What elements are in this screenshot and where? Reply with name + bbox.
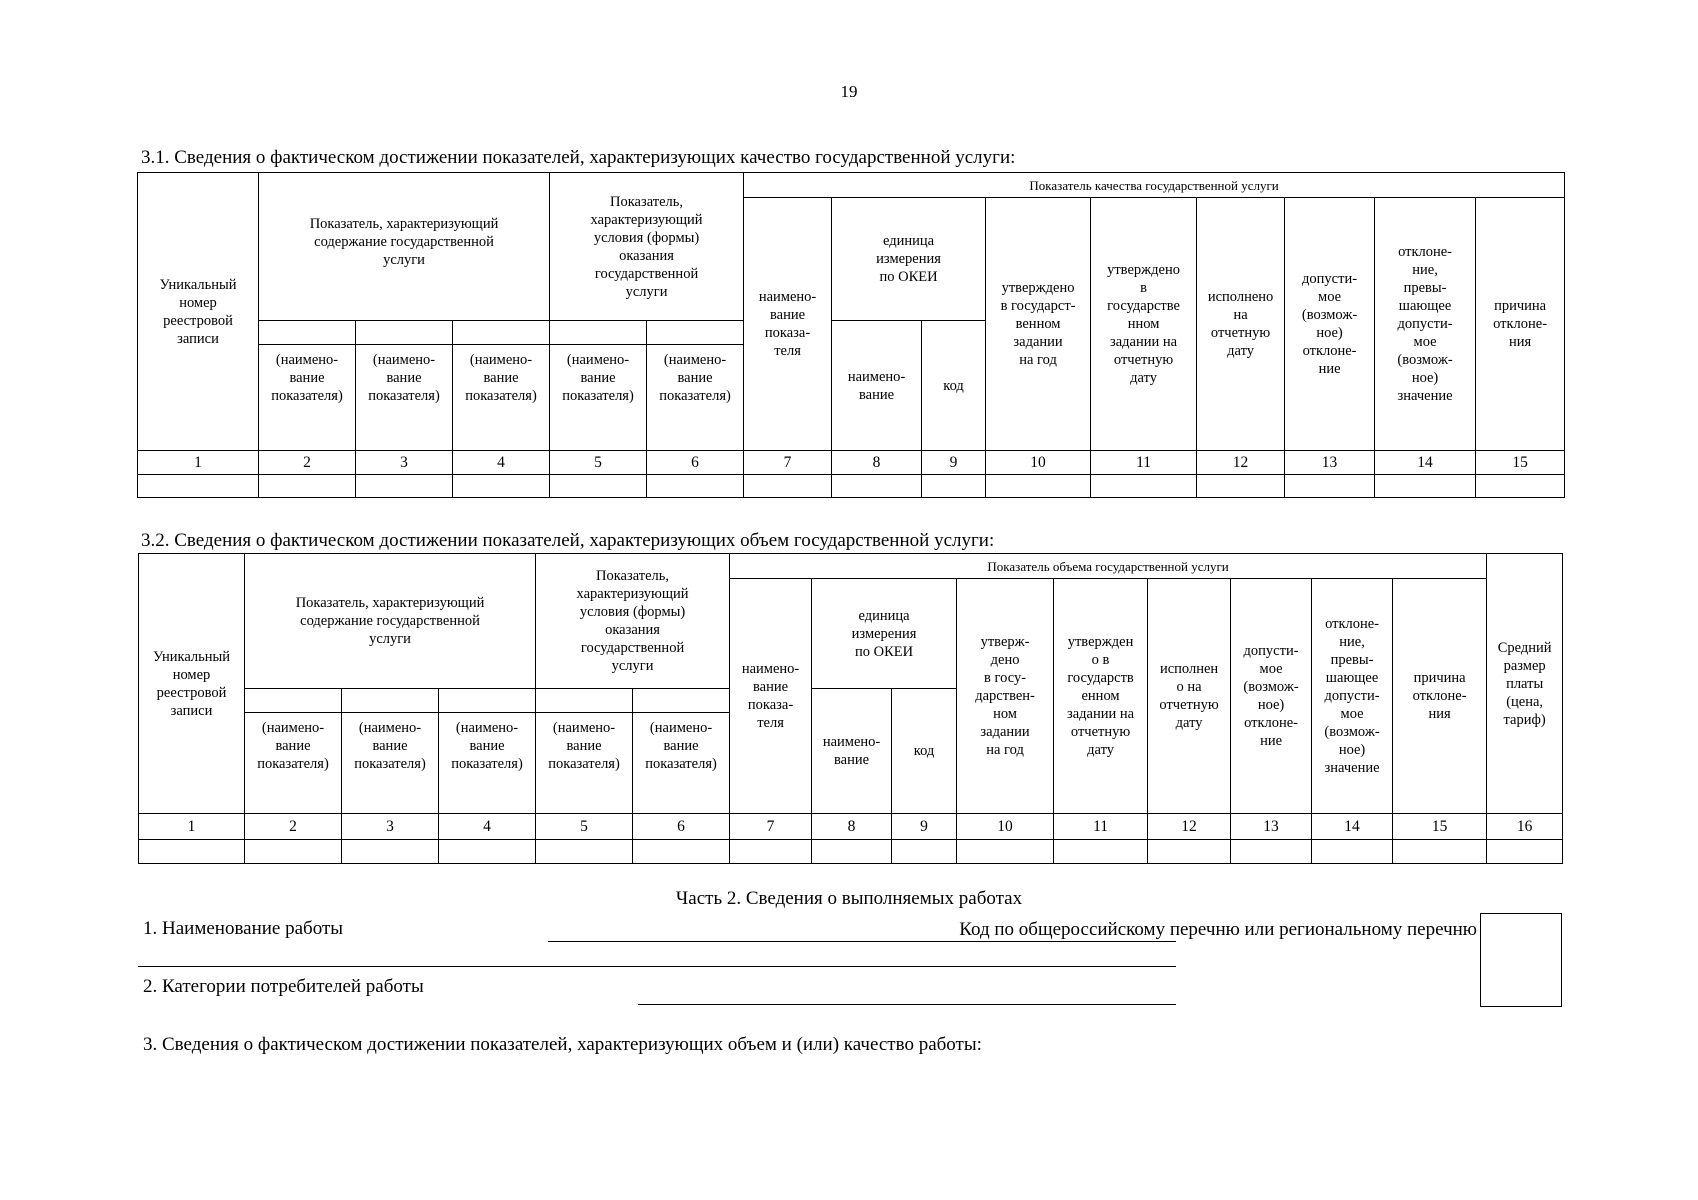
- sub-indicator-label: (наимено- вание показателя): [647, 345, 744, 451]
- sub-empty-cell: [259, 321, 356, 345]
- empty-data-cell[interactable]: [633, 840, 730, 864]
- header-unit-code: код: [892, 689, 957, 814]
- sub-empty-cell: [453, 321, 550, 345]
- table-row: [139, 840, 1563, 864]
- empty-data-cell[interactable]: [536, 840, 633, 864]
- column-number: 8: [832, 451, 922, 475]
- sub-indicator-label: (наимено- вание показателя): [536, 713, 633, 814]
- empty-data-cell[interactable]: [1312, 840, 1393, 864]
- header-unique-number: Уникальный номер реестровой записи: [138, 173, 259, 451]
- header-excess-deviation: отклоне- ние, превы- шающее допусти- мое (возмож- ное) значение: [1375, 198, 1476, 451]
- empty-data-cell[interactable]: [1148, 840, 1231, 864]
- empty-data-cell[interactable]: [138, 475, 259, 498]
- column-number: 7: [730, 814, 812, 840]
- empty-data-cell[interactable]: [1231, 840, 1312, 864]
- consumers-field[interactable]: [638, 1004, 1176, 1005]
- empty-data-cell[interactable]: [1393, 840, 1487, 864]
- sub-empty-cell: [536, 689, 633, 713]
- column-number: 4: [453, 451, 550, 475]
- header-deviation-reason: причина отклоне- ния: [1393, 579, 1487, 814]
- sub-empty-cell: [356, 321, 453, 345]
- column-number: 11: [1091, 451, 1197, 475]
- header-quality-group: Показатель качества государственной услуги: [744, 173, 1565, 198]
- column-number: 3: [356, 451, 453, 475]
- empty-data-cell[interactable]: [1091, 475, 1197, 498]
- empty-data-cell[interactable]: [356, 475, 453, 498]
- header-unit-code: код: [922, 321, 986, 451]
- empty-data-cell[interactable]: [1476, 475, 1565, 498]
- column-number: 14: [1375, 451, 1476, 475]
- column-number: 2: [259, 451, 356, 475]
- empty-data-cell[interactable]: [245, 840, 342, 864]
- column-number: 12: [1197, 451, 1285, 475]
- sub-indicator-label: (наимено- вание показателя): [259, 345, 356, 451]
- empty-data-cell[interactable]: [342, 840, 439, 864]
- work-name-label: 1. Наименование работы: [143, 918, 344, 939]
- header-conditions-indicator: Показатель, характеризующий условия (формы) оказания государственной услуги: [536, 554, 730, 689]
- volume-table: [138, 553, 1563, 864]
- page-number: 19: [840, 82, 858, 101]
- header-executed: исполнен о на отчетную дату: [1148, 579, 1231, 814]
- sub-empty-cell: [342, 689, 439, 713]
- column-number: 8: [812, 814, 892, 840]
- empty-data-cell[interactable]: [139, 840, 245, 864]
- column-number: 1: [139, 814, 245, 840]
- column-number: 5: [550, 451, 647, 475]
- empty-data-cell[interactable]: [259, 475, 356, 498]
- section-3-heading: 3. Сведения о фактическом достижении показателей, характеризующих объем и (или) качество работы:: [143, 1034, 982, 1055]
- column-number: 4: [439, 814, 536, 840]
- header-approved-date: утверждено в государстве нном задании на отчетную дату: [1091, 198, 1197, 451]
- column-number: 9: [892, 814, 957, 840]
- column-number: 7: [744, 451, 832, 475]
- empty-data-cell[interactable]: [453, 475, 550, 498]
- column-number: 1: [138, 451, 259, 475]
- empty-data-cell[interactable]: [957, 840, 1054, 864]
- sub-empty-cell: [647, 321, 744, 345]
- column-number: 12: [1148, 814, 1231, 840]
- column-number: 5: [536, 814, 633, 840]
- column-number: 15: [1476, 451, 1565, 475]
- header-unique-number: Уникальный номер реестровой записи: [139, 554, 245, 814]
- empty-data-cell[interactable]: [1197, 475, 1285, 498]
- table-row: [138, 475, 1565, 498]
- column-number: 13: [1231, 814, 1312, 840]
- column-number: 9: [922, 451, 986, 475]
- header-allowed-deviation: допусти- мое (возмож- ное) отклоне- ние: [1231, 579, 1312, 814]
- empty-data-cell[interactable]: [892, 840, 957, 864]
- empty-data-cell[interactable]: [832, 475, 922, 498]
- empty-data-cell[interactable]: [812, 840, 892, 864]
- sub-indicator-label: (наимено- вание показателя): [550, 345, 647, 451]
- empty-data-cell[interactable]: [744, 475, 832, 498]
- empty-data-cell[interactable]: [922, 475, 986, 498]
- header-content-indicator: Показатель, характеризующий содержание государственной услуги: [259, 173, 550, 321]
- work-name-field-continuation[interactable]: [138, 966, 1176, 967]
- column-number: 13: [1285, 451, 1375, 475]
- header-average-fee: Средний размер платы (цена, тариф): [1487, 554, 1563, 814]
- code-label: Код по общероссийскому перечню или региональному перечню: [959, 919, 1477, 940]
- sub-indicator-label: (наимено- вание показателя): [245, 713, 342, 814]
- section-3-1-heading: 3.1. Сведения о фактическом достижении показателей, характеризующих качество государственной услуги:: [141, 147, 1016, 168]
- empty-data-cell[interactable]: [1285, 475, 1375, 498]
- header-indicator-name: наимено- вание показа- теля: [730, 579, 812, 814]
- column-number: 10: [957, 814, 1054, 840]
- empty-data-cell[interactable]: [986, 475, 1091, 498]
- empty-data-cell[interactable]: [439, 840, 536, 864]
- column-number: 2: [245, 814, 342, 840]
- sub-indicator-label: (наимено- вание показателя): [342, 713, 439, 814]
- sub-empty-cell: [439, 689, 536, 713]
- section-3-2-heading: 3.2. Сведения о фактическом достижении показателей, характеризующих объем государственной услуги:: [141, 530, 995, 551]
- header-volume-group: Показатель объема государственной услуги: [730, 554, 1487, 579]
- empty-data-cell[interactable]: [1487, 840, 1563, 864]
- empty-data-cell[interactable]: [647, 475, 744, 498]
- empty-data-cell[interactable]: [1375, 475, 1476, 498]
- header-unit-okei: единица измерения по ОКЕИ: [832, 198, 986, 321]
- empty-data-cell[interactable]: [550, 475, 647, 498]
- sub-empty-cell: [550, 321, 647, 345]
- column-number: 16: [1487, 814, 1563, 840]
- sub-indicator-label: (наимено- вание показателя): [439, 713, 536, 814]
- header-unit-okei: единица измерения по ОКЕИ: [812, 579, 957, 689]
- column-number: 3: [342, 814, 439, 840]
- quality-table: [137, 172, 1565, 498]
- header-approved-year: утверждено в государст- венном задании на год: [986, 198, 1091, 451]
- empty-data-cell[interactable]: [1054, 840, 1148, 864]
- sub-indicator-label: (наимено- вание показателя): [633, 713, 730, 814]
- header-unit-name: наимено- вание: [812, 689, 892, 814]
- header-excess-deviation: отклоне- ние, превы- шающее допусти- мое (возмож- ное) значение: [1312, 579, 1393, 814]
- header-deviation-reason: причина отклоне- ния: [1476, 198, 1565, 451]
- code-box[interactable]: [1480, 913, 1562, 1007]
- column-number: 14: [1312, 814, 1393, 840]
- header-executed: исполнено на отчетную дату: [1197, 198, 1285, 451]
- sub-indicator-label: (наимено- вание показателя): [453, 345, 550, 451]
- column-number: 6: [633, 814, 730, 840]
- header-allowed-deviation: допусти- мое (возмож- ное) отклоне- ние: [1285, 198, 1375, 451]
- column-number: 15: [1393, 814, 1487, 840]
- column-number: 11: [1054, 814, 1148, 840]
- header-indicator-name: наимено- вание показа- теля: [744, 198, 832, 451]
- header-conditions-indicator: Показатель, характеризующий условия (формы) оказания государственной услуги: [550, 173, 744, 321]
- header-approved-year: утверж- дено в госу- дарствен- ном задании на год: [957, 579, 1054, 814]
- empty-data-cell[interactable]: [730, 840, 812, 864]
- sub-empty-cell: [245, 689, 342, 713]
- part2-title: Часть 2. Сведения о выполняемых работах: [675, 888, 1023, 909]
- sub-empty-cell: [633, 689, 730, 713]
- column-number: 6: [647, 451, 744, 475]
- consumers-label: 2. Категории потребителей работы: [143, 976, 424, 997]
- header-content-indicator: Показатель, характеризующий содержание государственной услуги: [245, 554, 536, 689]
- column-number: 10: [986, 451, 1091, 475]
- sub-indicator-label: (наимено- вание показателя): [356, 345, 453, 451]
- header-approved-date: утвержден о в государств енном задании на отчетную дату: [1054, 579, 1148, 814]
- header-unit-name: наимено- вание: [832, 321, 922, 451]
